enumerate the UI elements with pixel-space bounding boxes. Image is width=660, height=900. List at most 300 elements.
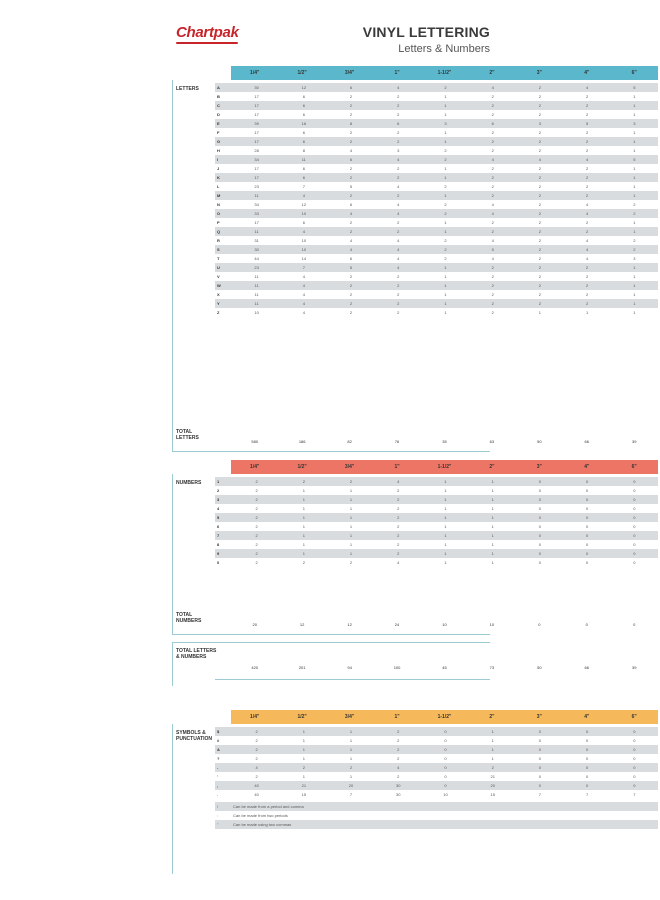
table-row	[215, 790, 658, 799]
table-cell: 4	[302, 229, 305, 234]
row-label: A	[217, 85, 220, 90]
table-cell: 2	[538, 130, 542, 135]
table-cell: 2	[491, 112, 494, 117]
table-cell: 0	[633, 560, 636, 565]
table-cell: 4	[397, 238, 400, 243]
note-symbol: "	[217, 822, 219, 827]
table-cell: 3	[538, 121, 542, 126]
table-cell: 0	[538, 533, 542, 538]
table-cell: 0	[586, 756, 589, 761]
note-text: Can be made from two periods	[233, 813, 288, 818]
total-cell: 12	[347, 621, 352, 627]
table-cell: 2	[255, 738, 258, 743]
table-row	[215, 745, 658, 754]
table-cell: 4	[397, 256, 400, 261]
table-cell: 4	[586, 202, 589, 207]
table-cell: 0	[538, 560, 542, 565]
table-cell: 2	[586, 292, 589, 297]
table-cell: 6	[302, 166, 305, 171]
table-cell: 1	[302, 729, 305, 734]
table-cell: 1	[444, 310, 447, 315]
table-row	[215, 781, 658, 790]
table-cell: 4	[397, 560, 400, 565]
table-cell: 2	[633, 202, 636, 207]
table-cell: 1	[586, 310, 589, 315]
table-cell: 39	[254, 121, 259, 126]
table-cell: 2	[491, 301, 494, 306]
table-cell: 1	[444, 551, 447, 556]
table-cell: 1	[302, 506, 305, 511]
table-cell: 5	[586, 121, 589, 126]
table-cell: 30	[396, 792, 401, 797]
table-cell: 2	[349, 94, 353, 99]
row-label: 1	[217, 479, 220, 484]
table-cell: 1	[633, 301, 636, 306]
table-cell: 1	[633, 193, 636, 198]
letters-total-row	[215, 436, 658, 446]
table-cell: 2	[538, 274, 542, 279]
table-cell: 1	[349, 524, 353, 529]
table-cell: 1	[633, 292, 636, 297]
table-cell: 30	[396, 783, 401, 788]
table-cell: 1	[491, 479, 494, 484]
table-cell: 11	[254, 229, 259, 234]
table-cell: 2	[349, 130, 353, 135]
table-cell: 4	[302, 310, 305, 315]
table-cell: 1	[349, 497, 353, 502]
row-label: Y	[217, 301, 220, 306]
table-cell: 6	[302, 175, 305, 180]
table-cell: 0	[538, 551, 542, 556]
table-cell: 1	[302, 497, 305, 502]
table-cell: 5	[491, 247, 494, 252]
table-cell: 4	[586, 256, 589, 261]
table-cell: 20	[490, 783, 495, 788]
table-cell: 6	[349, 85, 353, 90]
symbols-notes	[215, 802, 658, 829]
table-cell: 21	[301, 783, 307, 788]
table-cell: 0	[586, 542, 589, 547]
table-cell: 4	[397, 265, 400, 270]
row-label: I	[217, 157, 219, 162]
table-cell: 2	[586, 94, 589, 99]
table-cell: 0	[633, 765, 636, 770]
table-cell: 2	[397, 747, 400, 752]
total-cell: 66	[584, 438, 589, 444]
size-header-cell: 3/4"	[344, 714, 355, 720]
table-cell: 1	[349, 756, 353, 761]
table-cell: 0	[538, 479, 542, 484]
table-cell: 2	[349, 283, 353, 288]
table-row	[215, 308, 658, 317]
grand-total-bottom-rule	[215, 679, 490, 680]
table-row	[215, 522, 658, 531]
table-cell: 0	[586, 524, 589, 529]
table-cell: 1	[491, 497, 494, 502]
table-cell: 1	[302, 738, 305, 743]
table-cell: 2	[586, 301, 589, 306]
table-cell: 44	[254, 256, 259, 261]
table-cell: 2	[397, 193, 400, 198]
table-cell: 2	[586, 139, 589, 144]
table-cell: 4	[397, 479, 400, 484]
table-cell: 7	[586, 792, 589, 797]
symbols-table	[215, 727, 658, 799]
table-cell: 3	[633, 256, 636, 261]
table-row	[215, 272, 658, 281]
table-cell: 1	[302, 551, 305, 556]
row-label: L	[217, 184, 220, 189]
grand-total-row	[215, 662, 658, 672]
table-cell: 6	[302, 220, 305, 225]
table-cell: 1	[491, 524, 494, 529]
table-cell: 5	[633, 157, 636, 162]
table-cell: 2	[255, 747, 258, 752]
row-label: G	[217, 139, 221, 144]
table-cell: 1	[444, 193, 447, 198]
table-cell: 2	[538, 238, 542, 243]
table-cell: 2	[538, 265, 542, 270]
letters-total-label: TOTAL LETTERS	[176, 429, 199, 441]
table-cell: 2	[538, 94, 542, 99]
table-cell: 6	[302, 103, 305, 108]
table-cell: 1	[444, 220, 447, 225]
table-cell: 15	[490, 792, 495, 797]
table-cell: 4	[302, 301, 305, 306]
table-cell: 2	[586, 112, 589, 117]
table-cell: 2	[397, 139, 400, 144]
table-row	[215, 92, 658, 101]
table-cell: 2	[397, 515, 400, 520]
table-cell: 2	[397, 220, 400, 225]
page-title: VINYL LETTERING	[362, 24, 490, 40]
row-label: K	[217, 175, 220, 180]
table-cell: 15	[301, 792, 307, 797]
table-cell: 2	[586, 274, 589, 279]
size-header-cell: 4"	[584, 714, 590, 720]
total-cell: 420	[251, 664, 259, 670]
letters-size-header	[231, 66, 658, 80]
total-cell: 94	[347, 664, 352, 670]
table-cell: 4	[397, 85, 400, 90]
table-cell: 4	[491, 238, 494, 243]
table-cell: 2	[255, 524, 258, 529]
numbers-label: NUMBERS	[176, 480, 202, 486]
table-row	[215, 504, 658, 513]
table-cell: 0	[633, 551, 636, 556]
row-label: -	[217, 765, 219, 770]
table-cell: 1	[491, 738, 494, 743]
row-label: 6	[217, 524, 220, 529]
table-cell: 2	[538, 202, 542, 207]
size-header-cell: 4"	[584, 464, 590, 470]
table-row	[215, 173, 658, 182]
row-label: &	[217, 747, 220, 752]
size-header-cell: 3"	[536, 464, 542, 470]
table-cell: 2	[397, 130, 400, 135]
table-cell: 4	[397, 157, 400, 162]
total-cell: 76	[394, 438, 400, 444]
table-cell: 2	[538, 193, 542, 198]
brand-logo: Chartpak	[176, 24, 239, 41]
symbols-section	[170, 710, 637, 875]
table-cell: 5	[349, 184, 353, 189]
grand-total-section	[170, 642, 637, 688]
table-cell: 2	[491, 94, 494, 99]
table-cell: 4	[397, 247, 400, 252]
table-cell: 2	[397, 533, 400, 538]
row-label: O	[217, 211, 221, 216]
table-cell: 0	[586, 783, 589, 788]
table-cell: 10	[254, 310, 259, 315]
table-cell: 2	[538, 85, 542, 90]
row-label: D	[217, 112, 220, 117]
size-header-cell: 4"	[584, 70, 590, 76]
size-header-cell: 1/2"	[297, 714, 307, 720]
table-cell: 2	[349, 292, 353, 297]
table-cell: 2	[538, 283, 542, 288]
page-subtitle: Letters & Numbers	[398, 43, 490, 55]
table-cell: 0	[586, 560, 589, 565]
table-cell: 2	[444, 202, 447, 207]
table-cell: 0	[633, 729, 636, 734]
table-cell: 1	[444, 488, 447, 493]
table-cell: 2	[491, 130, 494, 135]
table-cell: 1	[633, 130, 636, 135]
total-cell: 82	[347, 438, 352, 444]
table-cell: 2	[397, 229, 400, 234]
table-cell: 0	[538, 542, 542, 547]
table-cell: 2	[444, 184, 447, 189]
letters-label: LETTERS	[176, 86, 199, 92]
total-cell: 20	[252, 621, 257, 627]
table-cell: 1	[302, 747, 305, 752]
table-cell: 1	[444, 265, 447, 270]
table-cell: 1	[444, 506, 447, 511]
numbers-bottom-rule	[172, 634, 490, 635]
numbers-rule	[172, 474, 173, 634]
table-cell: 8	[349, 121, 353, 126]
table-cell: 4	[349, 238, 353, 243]
table-cell: 0	[444, 756, 447, 761]
table-cell: 2	[255, 479, 258, 484]
table-cell: 2	[397, 112, 400, 117]
total-cell: 10	[442, 621, 447, 627]
table-cell: 17	[254, 103, 259, 108]
table-cell: 2	[444, 211, 447, 216]
table-row	[215, 128, 658, 137]
table-cell: 1	[633, 283, 636, 288]
total-cell: 0	[585, 621, 588, 627]
table-cell: 34	[254, 157, 259, 162]
table-cell: 2	[586, 175, 589, 180]
table-cell: 1	[491, 533, 494, 538]
row-label: N	[217, 202, 220, 207]
table-cell: 2	[491, 103, 494, 108]
row-label: $	[217, 729, 220, 734]
table-cell: 2	[491, 265, 494, 270]
table-cell: 2	[538, 211, 542, 216]
table-cell: 0	[538, 524, 542, 529]
note-text: Can be made from a period and comma	[233, 804, 304, 809]
table-cell: 2	[491, 148, 494, 153]
table-cell: 1	[633, 274, 636, 279]
table-cell: 1	[444, 130, 447, 135]
table-cell: 4	[586, 211, 589, 216]
table-cell: 40	[254, 792, 259, 797]
table-cell: 7	[538, 792, 542, 797]
table-cell: 1	[302, 533, 305, 538]
row-label: R	[217, 238, 220, 243]
table-cell: 0	[444, 729, 447, 734]
table-cell: 3	[444, 121, 447, 126]
table-row	[215, 299, 658, 308]
table-cell: 2	[444, 148, 447, 153]
table-cell: 2	[491, 292, 494, 297]
table-cell: 7	[302, 265, 305, 270]
table-cell: 2	[538, 148, 542, 153]
row-label: E	[217, 121, 220, 126]
table-cell: 2	[349, 175, 353, 180]
table-cell: 2	[397, 542, 400, 547]
table-cell: 2	[538, 112, 542, 117]
table-cell: 2	[444, 247, 447, 252]
row-label: 2	[217, 488, 220, 493]
table-cell: 4	[302, 274, 305, 279]
table-cell: 2	[397, 103, 400, 108]
table-cell: 1	[491, 747, 494, 752]
table-cell: 7	[633, 792, 636, 797]
letters-rule	[172, 80, 173, 452]
table-cell: 0	[633, 515, 636, 520]
note-row	[215, 811, 658, 820]
table-cell: 23	[254, 265, 259, 270]
table-cell: 1	[444, 515, 447, 520]
table-cell: 4	[397, 202, 400, 207]
table-cell: 4	[349, 211, 353, 216]
table-cell: 2	[255, 515, 258, 520]
table-cell: 0	[538, 738, 542, 743]
table-cell: 6	[302, 139, 305, 144]
table-cell: 4	[491, 85, 494, 90]
size-header-cell: 2"	[489, 714, 495, 720]
table-cell: 1	[349, 515, 353, 520]
table-cell: 4	[397, 184, 400, 189]
numbers-table	[215, 477, 658, 567]
table-cell: 2	[538, 139, 542, 144]
total-cell: 201	[298, 664, 306, 670]
table-cell: 2	[491, 765, 494, 770]
table-cell: 6	[349, 202, 353, 207]
table-cell: 17	[254, 94, 259, 99]
size-header-cell: 3/4"	[344, 70, 355, 76]
table-cell: 17	[254, 112, 259, 117]
table-cell: 2	[397, 175, 400, 180]
table-row	[215, 772, 658, 781]
table-cell: 11	[254, 283, 259, 288]
row-label: 4	[217, 506, 220, 511]
table-cell: 0	[444, 765, 447, 770]
table-cell: 0	[633, 542, 636, 547]
grand-total-top-rule	[172, 642, 490, 643]
table-cell: 2	[491, 184, 494, 189]
row-label: 0	[217, 560, 220, 565]
table-cell: 2	[349, 479, 353, 484]
table-cell: 17	[254, 220, 259, 225]
table-cell: 10	[301, 238, 307, 243]
table-row	[215, 137, 658, 146]
size-header-cell: 1-1/2"	[437, 70, 452, 76]
row-label: ,	[217, 783, 219, 788]
numbers-section	[170, 460, 637, 640]
table-cell: 0	[538, 747, 542, 752]
table-cell: 1	[349, 774, 353, 779]
table-cell: 4	[586, 247, 589, 252]
table-cell: 2	[349, 310, 353, 315]
table-cell: 1	[349, 533, 353, 538]
table-cell: 1	[444, 524, 447, 529]
table-cell: 34	[254, 202, 259, 207]
table-cell: 2	[538, 301, 542, 306]
table-cell: 6	[349, 256, 353, 261]
table-cell: 8	[302, 148, 305, 153]
table-cell: 2	[349, 112, 353, 117]
table-cell: 21	[490, 774, 495, 779]
table-cell: 4	[586, 157, 589, 162]
size-header-cell: 1/4"	[250, 70, 260, 76]
table-cell: 2	[349, 220, 353, 225]
table-cell: 2	[491, 139, 494, 144]
row-label: Z	[217, 310, 220, 315]
table-cell: 0	[633, 738, 636, 743]
table-cell: 2	[349, 193, 353, 198]
table-cell: 2	[491, 166, 494, 171]
table-cell: 2	[397, 551, 400, 556]
table-cell: 5	[633, 85, 636, 90]
table-row	[215, 101, 658, 110]
table-cell: 0	[586, 551, 589, 556]
table-cell: 2	[255, 497, 258, 502]
table-cell: 0	[586, 729, 589, 734]
table-cell: 4	[397, 765, 400, 770]
numbers-size-header	[231, 460, 658, 474]
table-cell: 2	[538, 166, 542, 171]
table-cell: 12	[301, 202, 307, 207]
row-label: #	[217, 738, 220, 743]
table-row	[215, 727, 658, 736]
table-cell: 11	[254, 301, 259, 306]
table-cell: 1	[349, 542, 353, 547]
table-cell: 1	[302, 756, 305, 761]
total-cell: 50	[537, 438, 542, 444]
table-cell: 2	[444, 157, 447, 162]
table-cell: 0	[586, 515, 589, 520]
table-row	[215, 218, 658, 227]
table-cell: 3	[633, 121, 636, 126]
table-cell: 0	[633, 756, 636, 761]
table-cell: 1	[633, 229, 636, 234]
table-row	[215, 146, 658, 155]
table-cell: 4	[302, 193, 305, 198]
table-cell: 2	[255, 551, 258, 556]
row-label: 5	[217, 515, 220, 520]
total-cell: 100	[393, 664, 401, 670]
table-cell: 4	[255, 765, 258, 770]
table-cell: 2	[491, 175, 494, 180]
row-label: V	[217, 274, 220, 279]
size-header-cell: 3"	[536, 70, 542, 76]
grand-total-label: TOTAL LETTERS & NUMBERS	[176, 648, 217, 660]
